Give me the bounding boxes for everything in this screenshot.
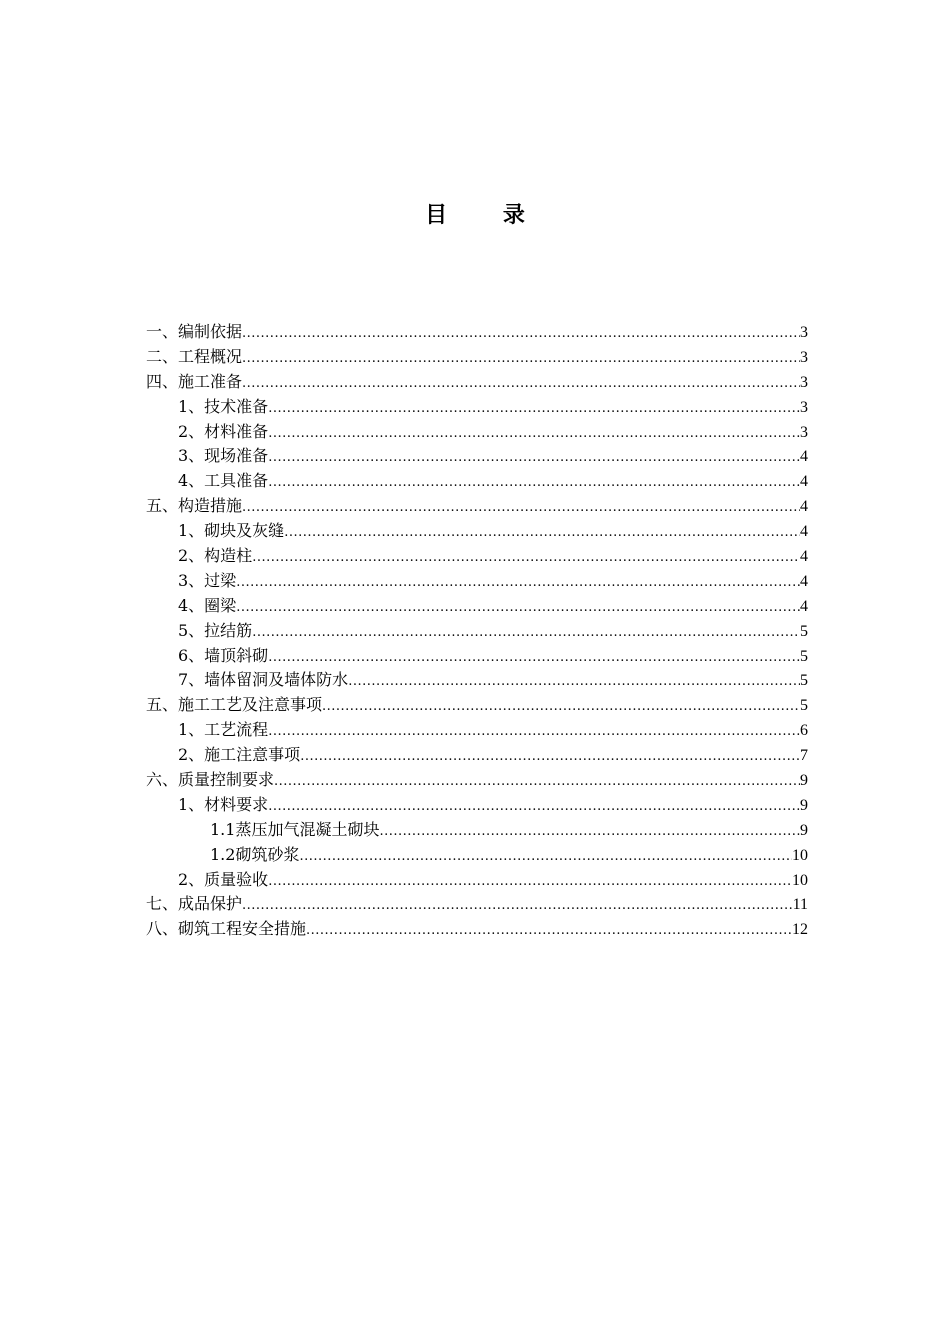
toc-entry-title: 1.2砌筑砂浆	[210, 844, 300, 864]
toc-entry-title: 1、技术准备	[178, 396, 269, 416]
toc-entry[interactable]	[146, 768, 808, 793]
toc-entry-title: 五、施工工艺及注意事项	[146, 695, 323, 715]
toc-entry-title: 4、圈梁	[178, 595, 237, 615]
toc-entry-title: 1、材料要求	[178, 794, 269, 814]
toc-entry[interactable]	[146, 668, 808, 693]
toc-page-number: 12	[792, 921, 808, 939]
toc-entry-title: 3、现场准备	[178, 446, 269, 466]
toc-entry[interactable]	[146, 644, 808, 669]
toc-entry[interactable]	[146, 843, 808, 868]
toc-entry-title: 2、构造柱	[178, 546, 253, 566]
toc-entry[interactable]	[146, 420, 808, 445]
toc-entry[interactable]	[146, 892, 808, 917]
toc-dot-leader	[348, 670, 800, 695]
toc-dot-leader	[322, 695, 800, 720]
toc-dot-leader	[268, 471, 800, 496]
toc-dot-leader	[252, 546, 800, 571]
toc-entry-title: 3、过梁	[178, 570, 237, 590]
toc-page-number: 9	[800, 772, 808, 790]
toc-page-number: 5	[800, 672, 808, 690]
toc-entry[interactable]	[146, 818, 808, 843]
toc-dot-leader	[268, 720, 800, 745]
toc-page-number: 9	[800, 796, 808, 814]
toc-dot-leader	[268, 422, 800, 447]
toc-entry-title: 4、工具准备	[178, 471, 269, 491]
toc-entry-title: 5、拉结筋	[178, 620, 253, 640]
toc-entry[interactable]	[146, 469, 808, 494]
toc-entry[interactable]	[146, 320, 808, 345]
toc-entry[interactable]	[146, 395, 808, 420]
toc-page-number: 4	[800, 523, 808, 541]
toc-entry-title: 二、工程概况	[146, 346, 243, 366]
toc-page-number: 3	[800, 324, 808, 341]
toc-entry-title: 7、墙体留洞及墙体防水	[178, 670, 349, 690]
toc-page-number: 4	[800, 597, 808, 615]
toc-dot-leader	[274, 770, 800, 795]
toc-entry-title: 2、施工注意事项	[178, 745, 301, 765]
toc-entry[interactable]	[146, 743, 808, 768]
toc-entry[interactable]	[146, 594, 808, 619]
toc-page-number: 10	[792, 846, 808, 864]
table-of-contents	[146, 320, 808, 942]
toc-dot-leader	[268, 397, 800, 422]
toc-page-number: 6	[800, 722, 808, 740]
toc-page-number: 10	[792, 871, 808, 889]
toc-entry-title: 1、砌块及灰缝	[178, 521, 285, 541]
toc-page-number: 11	[792, 896, 808, 914]
toc-page-number: 5	[800, 622, 808, 640]
toc-dot-leader	[268, 446, 800, 471]
toc-page-number: 4	[800, 473, 808, 491]
toc-entry-title: 6、墙顶斜砌	[178, 645, 269, 665]
toc-entry[interactable]	[146, 370, 808, 395]
toc-page-number: 3	[800, 423, 808, 441]
toc-dot-leader	[300, 745, 800, 770]
toc-entry[interactable]	[146, 519, 808, 544]
toc-entry-title: 七、成品保护	[146, 894, 243, 914]
toc-dot-leader	[242, 347, 800, 372]
toc-entry[interactable]	[146, 569, 808, 594]
toc-dot-leader	[268, 646, 800, 671]
toc-entry[interactable]	[146, 868, 808, 893]
toc-page-number: 5	[800, 647, 808, 665]
toc-dot-leader	[242, 322, 800, 347]
toc-page-number: 4	[800, 572, 808, 590]
toc-entry-title: 1、工艺流程	[178, 720, 269, 740]
toc-page-number: 5	[800, 697, 808, 715]
toc-entry-title: 四、施工准备	[146, 371, 243, 391]
page-title: 目 录	[425, 202, 549, 228]
toc-dot-leader	[236, 571, 800, 596]
toc-dot-leader	[236, 596, 800, 621]
toc-dot-leader	[242, 496, 800, 521]
toc-dot-leader	[242, 372, 800, 397]
toc-entry-title: 六、质量控制要求	[146, 770, 275, 790]
toc-entry[interactable]	[146, 444, 808, 469]
toc-entry[interactable]	[146, 494, 808, 519]
toc-page-number: 3	[800, 398, 808, 416]
toc-page-number: 4	[800, 448, 808, 466]
toc-dot-leader	[306, 919, 792, 944]
toc-page-number: 9	[800, 821, 808, 839]
toc-dot-leader	[268, 795, 800, 820]
toc-page-number: 3	[800, 348, 808, 366]
toc-entry[interactable]	[146, 718, 808, 743]
toc-entry-title: 五、构造措施	[146, 496, 243, 516]
toc-entry-title: 一、编制依据	[146, 322, 243, 341]
toc-dot-leader	[379, 820, 800, 845]
toc-dot-leader	[268, 870, 792, 895]
toc-dot-leader	[284, 521, 800, 546]
toc-entry[interactable]	[146, 619, 808, 644]
toc-entry[interactable]	[146, 793, 808, 818]
toc-page-number: 4	[800, 498, 808, 516]
toc-entry-title: 1.1蒸压加气混凝土砌块	[210, 819, 380, 839]
toc-page-number: 4	[800, 548, 808, 566]
toc-dot-leader	[242, 894, 793, 919]
toc-dot-leader	[252, 621, 800, 646]
toc-entry[interactable]	[146, 693, 808, 718]
toc-page-number: 7	[800, 747, 808, 765]
toc-entry[interactable]	[146, 917, 808, 942]
toc-entry-title: 2、质量验收	[178, 869, 269, 889]
toc-entry[interactable]	[146, 544, 808, 569]
toc-entry[interactable]	[146, 345, 808, 370]
toc-page-number: 3	[800, 373, 808, 391]
toc-dot-leader	[299, 845, 792, 870]
toc-entry-title: 八、砌筑工程安全措施	[146, 919, 307, 939]
toc-entry-title: 2、材料准备	[178, 421, 269, 441]
